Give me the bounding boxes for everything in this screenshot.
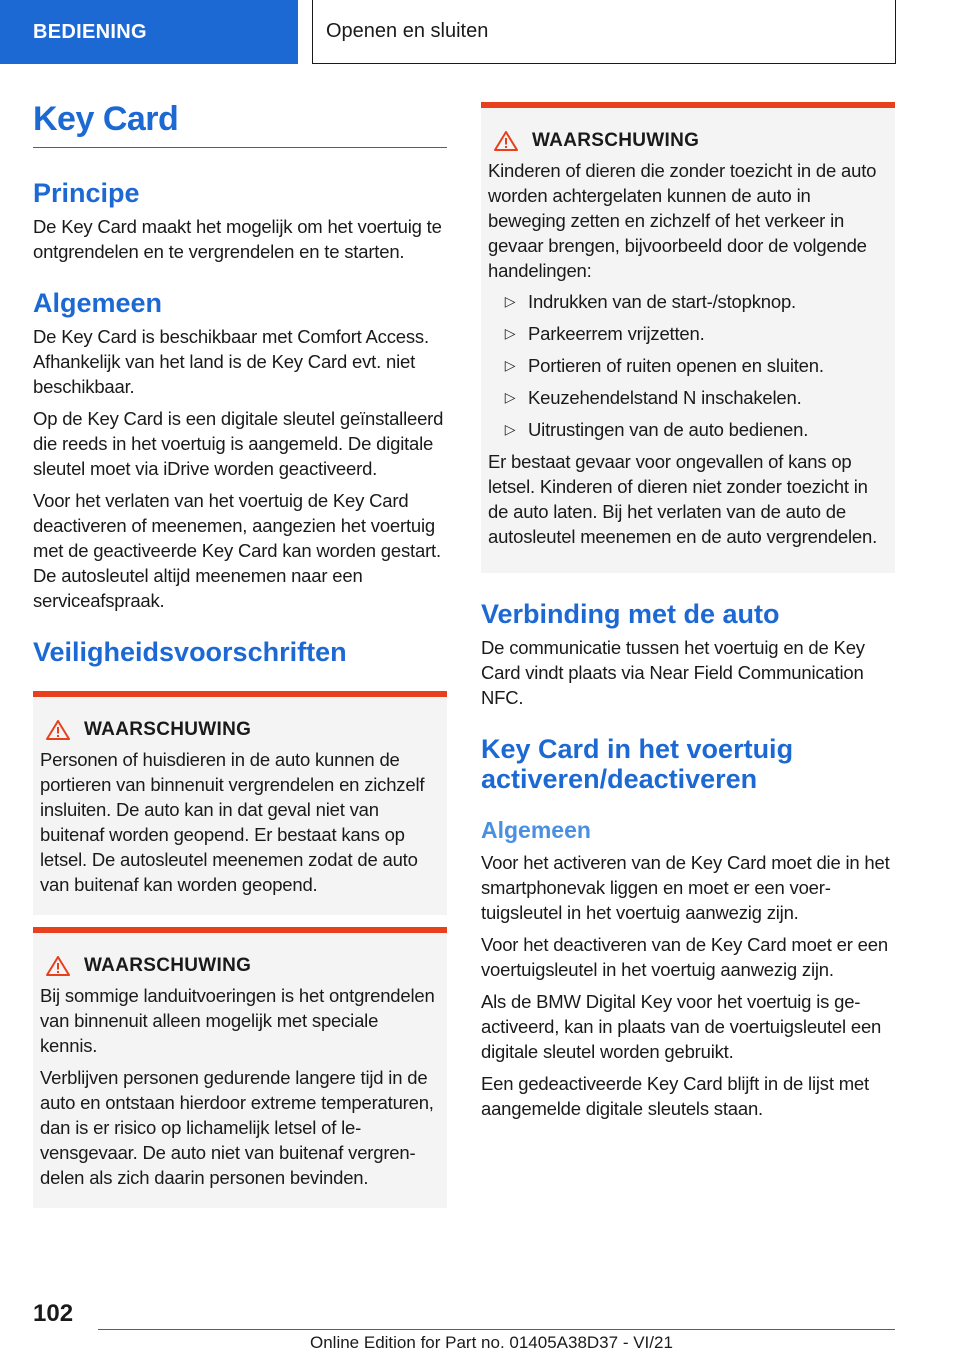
heading-activeren: Key Card in het voertuig activeren/deactiveren xyxy=(481,734,794,794)
section-label: BEDIENING xyxy=(33,20,147,43)
section-tab xyxy=(0,0,298,64)
list-item: ▷ Indrukken van de start-/stopknop. xyxy=(488,289,887,314)
left-column xyxy=(33,100,447,1208)
algemeen-paragraph-2: Op de Key Card is een digitale sleutel geïnstalleerd die reeds in het voertuig is aangemeld. De digitale sleutel moet via iDrive worden geactiveerd. xyxy=(33,408,444,479)
chapter-tab xyxy=(312,0,896,64)
footer-divider xyxy=(98,1329,895,1330)
activeren-paragraph-1: Voor het activeren van de Key Card moet die in het smartphonevak liggen en moet er een voertuigsleutel in het voertuig aanwezig zijn. xyxy=(481,852,890,923)
triangle-bullet-icon: ▷ xyxy=(504,389,516,405)
warning-box-1 xyxy=(33,691,447,915)
page-number: 102 xyxy=(33,1300,74,1327)
list-item: ▷ Parkeerrem vrijzetten. xyxy=(488,321,887,346)
warning-triangle-icon xyxy=(494,131,518,151)
verbinding-text: De communicatie tussen het voertuig en de Key Card vindt plaats via Near Field Communication NFC. xyxy=(481,637,865,708)
heading-algemeen: Algemeen xyxy=(33,288,163,318)
warning-label: WAARSCHUWING xyxy=(84,955,252,976)
warning-1-text: Personen of huisdieren in de auto kunnen de portieren van binnenuit vergrendelen en zichzelf insluiten. De auto kan in dat geval niet van buitenaf worden geopend. Er bestaat kans op letsel. De autosleutel meenemen zodat de auto van buitenaf kan worden geopend. xyxy=(40,749,425,895)
triangle-bullet-icon: ▷ xyxy=(504,357,516,373)
heading-veiligheid: Veiligheidsvoorschriften xyxy=(33,637,347,667)
warning-3-intro: Kinderen of dieren die zonder toezicht in de auto worden achtergelaten kunnen de auto in beweging zetten en zichzelf of het verkeer in gevaar brengen, bijvoorbeeld door de volgende handelingen: xyxy=(488,160,877,281)
warning-label: WAARSCHUWING xyxy=(532,130,700,151)
activeren-paragraph-3: Als de BMW Digital Key voor het voertuig is geactiveerd, kan in plaats van de voertuigsleutel een digitale sleutel worden gebruikt. xyxy=(481,991,882,1062)
warning-3-outro: Er bestaat gevaar voor ongevallen of kans op letsel. Kinderen of dieren niet zonder toezicht in de auto laten. Bij het verlaten van de auto de autosleutel meenemen en de auto vergrendelen. xyxy=(488,451,878,547)
warning-header xyxy=(46,719,439,741)
warning-box-3 xyxy=(481,102,895,573)
warning-2-paragraph-1: Bij sommige landuitvoeringen is het ontgrendelen van binnenuit alleen mogelijk met speciale kennis. xyxy=(40,985,435,1056)
warning-box-2 xyxy=(33,927,447,1208)
triangle-bullet-icon: ▷ xyxy=(504,293,516,309)
warning-header xyxy=(494,130,887,152)
activeren-paragraph-2: Voor het deactiveren van de Key Card moet er een voertuigsleutel in het voertuig aanwezig zijn. xyxy=(481,934,888,980)
warning-triangle-icon xyxy=(46,956,70,976)
algemeen-paragraph-1: De Key Card is beschikbaar met Comfort Access. Afhankelijk van het land is de Key Card evt. niet beschikbaar. xyxy=(33,326,429,397)
page-title: Key Card xyxy=(33,100,447,148)
heading-principe: Principe xyxy=(33,178,140,208)
heading-verbinding: Verbinding met de auto xyxy=(481,599,780,629)
list-item: ▷ Keuzehendelstand N inschakelen. xyxy=(488,385,887,410)
chapter-label: Openen en sluiten xyxy=(326,20,489,42)
subheading-algemeen: Algemeen xyxy=(481,817,591,843)
warning-triangle-icon xyxy=(46,720,70,740)
principe-text: De Key Card maakt het mogelijk om het voertuig te ontgrendelen en te vergrendelen en te starten. xyxy=(33,216,442,262)
list-item: ▷ Portieren of ruiten openen en sluiten. xyxy=(488,353,887,378)
warning-2-paragraph-2: Verblijven personen gedurende langere tijd in de auto en ontstaan hierdoor extreme temperaturen, dan is er risico op lichamelijk letsel of levensgevaar. De auto niet van buitenaf vergrendelen als zich daarin personen bevinden. xyxy=(40,1067,434,1188)
footer-edition: Online Edition for Part no. 01405A38D37 - VI/21 xyxy=(310,1333,673,1352)
right-column xyxy=(481,102,895,1121)
algemeen-paragraph-3: Voor het verlaten van het voertuig de Key Card deactiveren of meenemen, aangezien het voertuig met de geactiveerde Key Card kan worden gestart. De autosleutel altijd meenemen naar een serviceafspraak. xyxy=(33,490,441,611)
activeren-paragraph-4: Een gedeactiveerde Key Card blijft in de lijst met aangemelde digitale sleutels staan. xyxy=(481,1073,869,1119)
list-item: ▷ Uitrustingen van de auto bedienen. xyxy=(488,417,887,442)
triangle-bullet-icon: ▷ xyxy=(504,421,516,437)
warning-3-list xyxy=(488,289,887,442)
warning-label: WAARSCHUWING xyxy=(84,719,252,740)
triangle-bullet-icon: ▷ xyxy=(504,325,516,341)
warning-header xyxy=(46,955,439,977)
